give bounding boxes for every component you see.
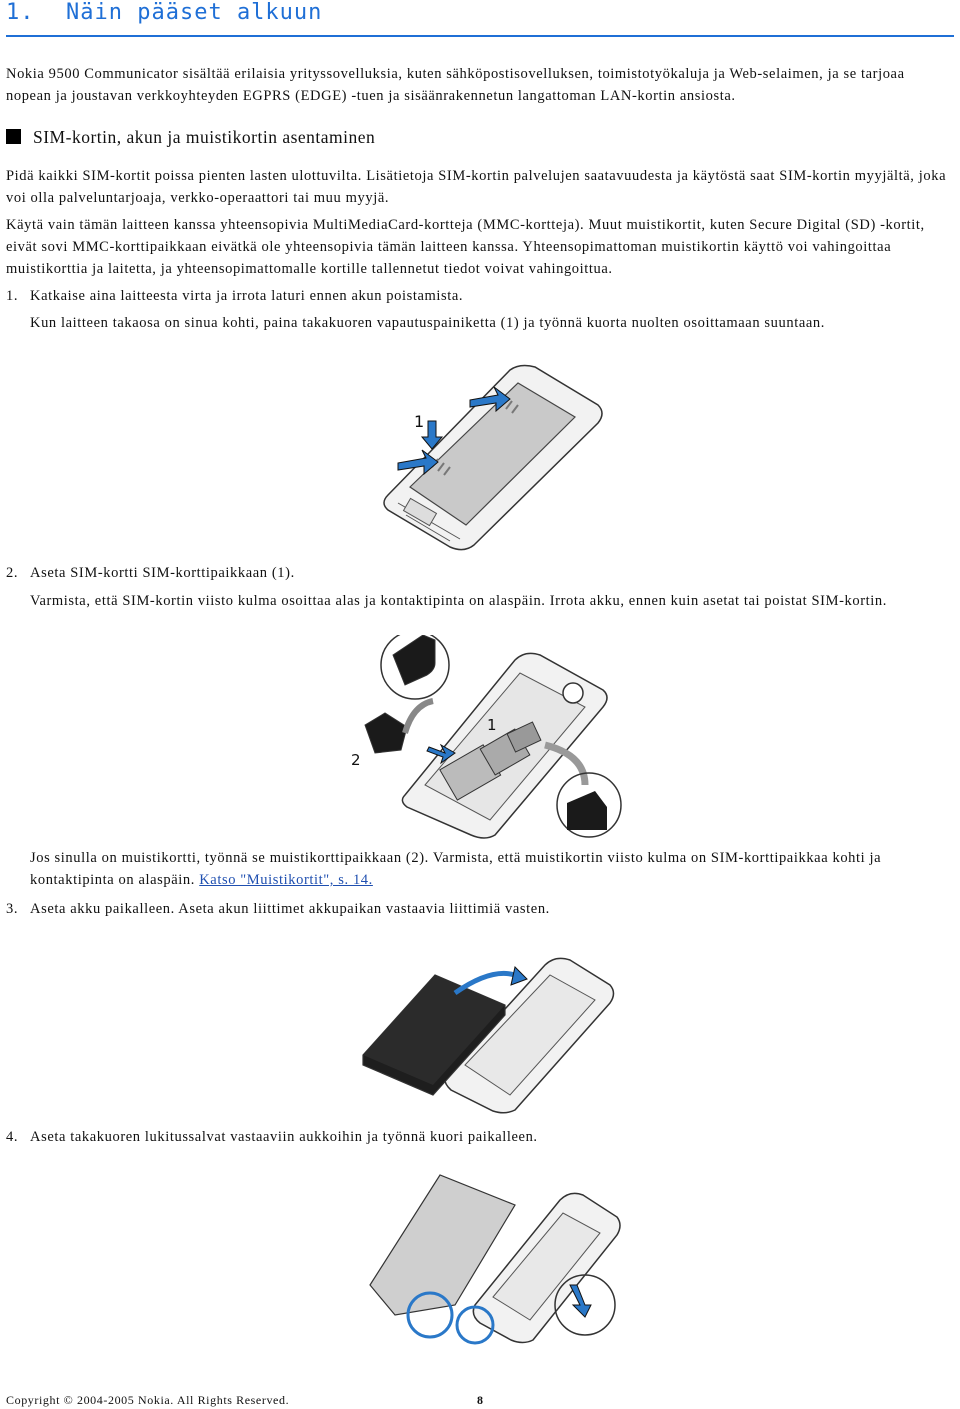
- step-1: [6, 285, 950, 307]
- step-2: [6, 562, 950, 584]
- memory-card-text: Jos sinulla on muistikortti, työnnä se muistikorttipaikkaan (2). Varmista, että muistikortin viisto kulma on SIM-korttipaikkaa kohti ja kontaktipinta on alaspäin.: [30, 850, 882, 888]
- step-4-number: 4.: [6, 1129, 19, 1145]
- memory-card-link[interactable]: Katso "Muistikortit", s. 14.: [199, 872, 373, 888]
- figure-2-sim-label: 1: [487, 716, 497, 734]
- sim-info-paragraph: Pidä kaikki SIM-kortit poissa pienten lasten ulottuvilta. Lisätietoja SIM-kortin palvelujen saatavuudesta ja käytöstä saat SIM-kortin myyjältä, joka voi olla palveluntarjoaja, verkko-operaattori tai muu myyjä.: [6, 168, 947, 206]
- step-3-text: Aseta akku paikalleen. Aseta akun liittimet akkupaikan vastaavia liittimiä vasten.: [30, 901, 550, 917]
- step-2-number: 2.: [6, 565, 19, 581]
- figure-2-memory-label: 2: [351, 751, 361, 769]
- mmc-info-paragraph: Käytä vain tämän laitteen kanssa yhteensopivia MultiMediaCard-kortteja (MMC-kortteja). Muut muistikortit, kuten Secure Digital (SD) -kortit, eivät sovi MMC-korttipaikkaan eivätkä ole yhteensopivia tämän laitteen kanssa. Yhteensopimattoman muistikortin käyttö voi vahingoittaa muistikorttia ja laitetta, ja yhteensopimattomalle kortille tallennetut tiedot voivat vahingoittua.: [6, 217, 925, 277]
- step-3-number: 3.: [6, 901, 19, 917]
- step-2-text: Aseta SIM-kortti SIM-korttipaikkaan (1).: [30, 565, 295, 581]
- figure-1-label: 1: [414, 412, 425, 431]
- section-heading: [6, 127, 375, 148]
- section-bullet-icon: [6, 129, 21, 144]
- step-1-detail: Kun laitteen takaosa on sinua kohti, paina takakuoren vapautuspainiketta (1) ja työnnä kuorta nuolten osoittamaan suuntaan.: [30, 315, 825, 331]
- page-number: 8: [477, 1393, 483, 1407]
- figure-cover-attach: [355, 1165, 625, 1345]
- chapter-title-text: Näin pääset alkuun: [66, 0, 323, 25]
- title-rule: [6, 35, 954, 37]
- step-3: [6, 898, 950, 920]
- chapter-title: [6, 0, 322, 25]
- memory-card-detail: [30, 847, 950, 891]
- step-4-text: Aseta takakuoren lukitussalvat vastaaviin aukkoihin ja työnnä kuori paikalleen.: [30, 1129, 538, 1145]
- step-1-text: Katkaise aina laitteesta virta ja irrota laturi ennen akun poistamista.: [30, 288, 464, 304]
- step-4: [6, 1126, 950, 1148]
- figure-sim-card: [345, 635, 625, 840]
- section-title: SIM-kortin, akun ja muistikortin asentaminen: [33, 127, 376, 147]
- intro-paragraph: Nokia 9500 Communicator sisältää erilaisia yrityssovelluksia, kuten sähköpostisovelluksen, toimistotyökaluja ja Web-selaimen, ja se tarjoaa nopean ja joustavan verkkoyhteyden EGPRS (EDGE) -tuen ja sisäänrakennetun langattoman LAN-kortin ansiosta.: [6, 66, 905, 104]
- step-1-number: 1.: [6, 288, 19, 304]
- footer-copyright: Copyright © 2004-2005 Nokia. All Rights Reserved.: [6, 1393, 290, 1407]
- step-2-detail: Varmista, että SIM-kortin viisto kulma osoittaa alas ja kontaktipinta on alaspäin. Irrota akku, ennen kuin asetat tai poistat SIM-kortin.: [30, 593, 887, 609]
- figure-back-cover: [370, 355, 610, 555]
- chapter-number: 1.: [6, 0, 35, 25]
- figure-battery: [355, 945, 620, 1115]
